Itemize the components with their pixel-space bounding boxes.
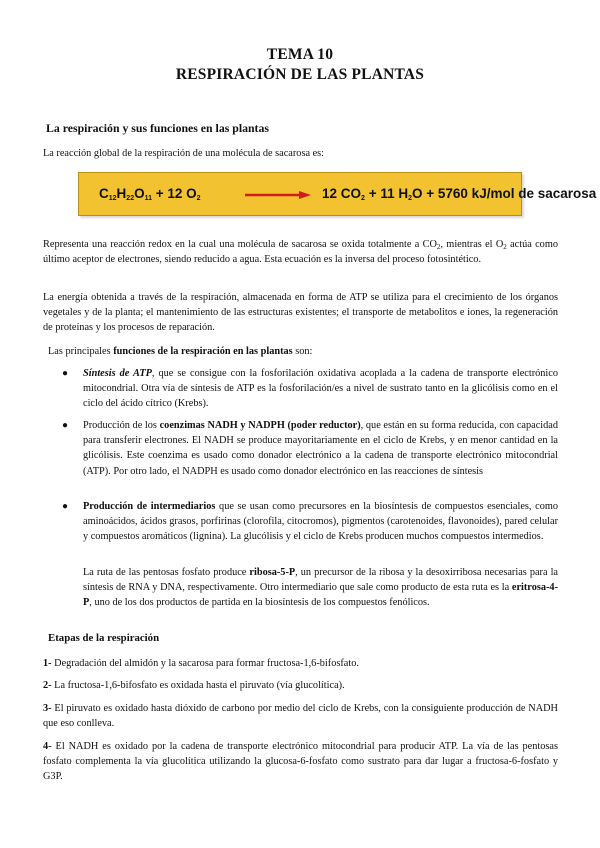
page-title-line2: RESPIRACIÓN DE LAS PLANTAS [175,66,425,83]
equation-products: 12 $CO_2 + 11$ $H_2O + 5760$ kJ/mol de sacarosa [322,186,597,202]
pentose-phosphate-paragraph: La ruta de las pentosas fosfato produce ribosa-5-P, un precursor de la ribosa y la desoxirribosa necesarias para la síntesis de RNA y DNA, respectivamente. Otro intermediario que sale como producto de esta ruta es la eritrosa-4-P, uno de los dos productos de partida en la biosíntesis de los compuestos fenólicos. [83,567,558,609]
functions-intro: Las principales funciones de la respiración en las plantas son: [48,346,313,357]
redox-paragraph: Representa una reacción redox en la cual una molécula de sacarosa se oxida totalmente a $CO_2$, mientras el $O_2$ actúa como último aceptor de electrones, siendo reducido a agua. Esta ecuación es la inversa del proceso fotosintético. [43,239,558,266]
section-heading-stages: Etapas de la respiración [48,632,160,644]
function-item-intermediates: Producción de intermediarios que se usan como precursores en la biosíntesis de compuestos esenciales, como aminoácidos, ácidos grasos, porfirinas (clorofila, citocromos), pigmentos (carotenoides, flavonoides), pared celular y compuestos aromáticos (lignina). La glucólisis y el ciclo de Krebs producen muchos compuestos intermedios. [83,501,558,543]
stage-item-1: 1- Degradación del almidón y la sacarosa para formar fructosa-1,6-bifosfato. [43,658,359,669]
bullet-icon: ● [62,420,69,431]
stage-item-2: 2- La fructosa-1,6-bifosfato es oxidada hasta el piruvato (vía glucolítica). [43,680,345,691]
bullet-icon: ● [62,501,69,512]
equation-box [78,172,597,216]
stage-item-3: 3- El piruvato es oxidado hasta dióxido de carbono por medio del ciclo de Krebs, con la consiguiente producción de NADH que eso conlleva. [43,703,558,730]
section-heading-respiration: La respiración y sus funciones en las plantas [46,121,269,135]
function-item-coenzymes: Producción de los coenzimas NADH y NADPH (poder reductor), que están en su forma reducida, con capacidad para transferir electrones. El NADH se produce mayoritariamente en el ciclo de Krebs, y en menor cantidad en la glicólisis. Este coenzima es usado como donador electrónico a la cadena de transporte electrónico mitocondrial (ATP). Por otro lado, el NADPH es usado como donador electrónico en las reacciones de síntesis [83,420,559,477]
function-item-atp: Síntesis de ATP, que se consigue con la fosforilación oxidativa acoplada a la cadena de transporte electrónico mitocondrial. Otra vía de síntesis de ATP es la fosforilación/es a nivel de sustrato tanto en la glicólisis como en el ciclo del ácido cítrico (Krebs). [83,368,558,410]
page-title-line1: TEMA 10 [266,46,334,63]
intro-paragraph: La reacción global de la respiración de una molécula de sacarosa es: [43,148,325,159]
equation-reactants: $C_{12}H_{22}O_{11} + 12$ $O_2$ [99,186,201,202]
energy-paragraph: La energía obtenida a través de la respiración, almacenada en forma de ATP se utiliza para el crecimiento de los órganos vegetales y de la planta; el mantenimiento de las estructuras existentes; el transporte de metabolitos e iones, la regeneración de proteínas y los procesos de reparación. [43,292,558,334]
bullet-icon: ● [62,368,69,379]
stage-item-4: 4- El NADH es oxidado por la cadena de transporte electrónico mitocondrial para producir ATP. La vía de las pentosas fosfato complementa la vía glucolítica utilizando la glucosa-6-fosfato como sustrato para dar lugar a fructosa-6-fosfato y G3P. [43,741,558,783]
reaction-arrow-icon [245,191,311,199]
